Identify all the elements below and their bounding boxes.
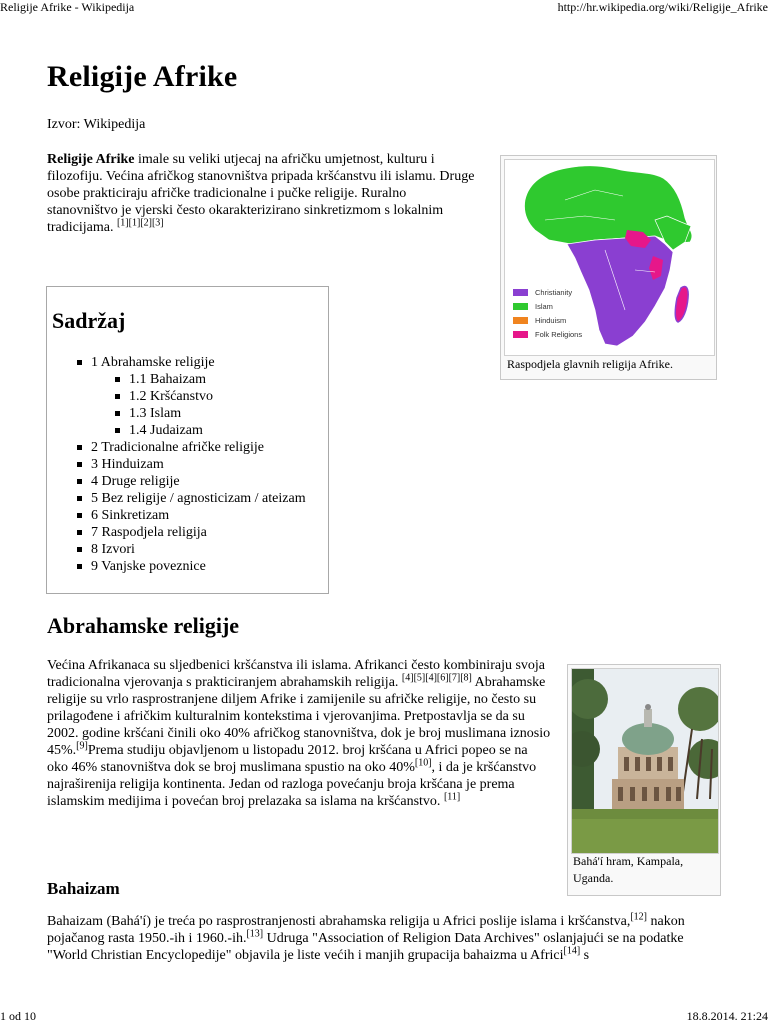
- map-caption: Raspodjela glavnih religija Afrike.: [507, 357, 673, 371]
- legend-label: Hinduism: [535, 316, 567, 325]
- bahai-temple-photo[interactable]: [571, 668, 719, 854]
- temple-caption: Bahá'í hram, Kampala, Uganda.: [573, 854, 684, 885]
- reference-link[interactable]: [10]: [414, 757, 432, 769]
- reference-link[interactable]: [11]: [443, 791, 461, 803]
- reference-link[interactable]: [4][5][4][6][7][8]: [401, 672, 472, 684]
- print-footer-date: 18.8.2014. 21:24: [686, 1009, 768, 1023]
- legend-label: Islam: [535, 302, 553, 311]
- toc-title: Sadržaj: [52, 308, 126, 333]
- africa-religion-map[interactable]: [504, 159, 715, 356]
- reference-link[interactable]: [14]: [563, 945, 581, 957]
- reference-link[interactable]: [1][1][2][3]: [116, 217, 164, 229]
- source-line: Izvor: Wikipedija: [47, 117, 146, 132]
- legend-swatch-islam: [513, 303, 528, 310]
- legend-swatch-folk: [513, 331, 528, 338]
- page-title: Religije Afrike: [47, 60, 238, 93]
- reference-link[interactable]: [12]: [630, 911, 647, 923]
- map-legend: [535, 286, 582, 342]
- reference-link[interactable]: [9]: [76, 740, 88, 752]
- print-header-url: http://hr.wikipedia.org/wiki/Religije_Afrike: [557, 0, 768, 14]
- map-figure: [500, 155, 717, 380]
- temple-figure: [567, 664, 721, 896]
- table-of-contents: Sadržaj 1 Abrahamske religije 1.1 Bahaizam 1.2 Kršćanstvo 1.3 Islam 1.4 Judaizam 2 Tradicionalne afričke religije 3 Hinduizam 4 Druge religije 5 Bez religije / agnosticizam / ateizam 6 Sinkretizam 7 Raspodjela religija 8 Izvori 9 Vanjske poveznice: [46, 286, 329, 594]
- temple-photo-image: [572, 669, 718, 853]
- print-header-title: Religije Afrike - Wikipedija: [0, 0, 135, 14]
- print-footer-page: 1 od 10: [0, 1009, 36, 1023]
- section-heading-abrahamic: Abrahamske religije: [47, 613, 240, 638]
- legend-swatch-christianity: [513, 289, 528, 296]
- bahaizam-paragraph: Bahaizam (Bahá'í) je treća po rasprostranjenosti abrahamska religija u Africi poslije islama i kršćanstva,[12] nakon pojačanog rasta 1950.-ih i 1960.-ih.[13] Udruga "Association of Religion Data Archives" oslanjajući se na podatke "World Christian Encyclopedije" objavila je liste većih i manjih grupacija bahaizma u Africi[14] s: [47, 911, 685, 963]
- legend-label: Christianity: [535, 288, 573, 297]
- intro-paragraph: Religije Afrike imale su veliki utjecaj na afričku umjetnost, kulturu i filozofiju. Većina afričkog stanovništva pripada kršćanstvu ili islamu. Druge osobe prakticiraju afričke tradicionalne i pučke religije. Ruralno stanovništvo je vjerski često okarakterizirano sinkretizmom s lokalnim tradicijama. [1][1][2][3]: [47, 152, 475, 235]
- legend-swatch-hinduism: [513, 317, 528, 324]
- reference-link[interactable]: [13]: [246, 928, 264, 940]
- subsection-heading-bahaizam: Bahaizam: [47, 879, 120, 898]
- intro-bold-term: Religije Afrike: [47, 152, 135, 167]
- abrahamic-paragraph: Većina Afrikanaca su sljedbenici kršćanstva ili islama. Afrikanci često kombiniraju svoja tradicionalna vjerovanja s prakticiranjem abrahamskih religija. [4][5][4][6][7][8] Abrahamske religije su vrlo rasprostranjene diljem Afrike i zamijenile su afričke religije, no često su prilagođene i afričkim kulturalnim kontekstima i vjerovanjima. Pretpostavlja se da su 2002. godine kršćani činili oko 40% afričkog stanovništva, dok je broj muslimana iznosio 45%.[9]Prema studiju objavljenom u listopadu 2012. broj kršćana u Africi popeo se na oko 46% stanovništva dok se broj muslimana spustio na oko 40%[10], i da je kršćanstvo najraširenija religija kontinenta. Jedan od razloga povećanju broja kršćana je prema islamskim medijima i povećan broj prelazaka sa islama na kršćanstvo. [11]: [47, 658, 551, 809]
- legend-label: Folk Religions: [535, 330, 583, 339]
